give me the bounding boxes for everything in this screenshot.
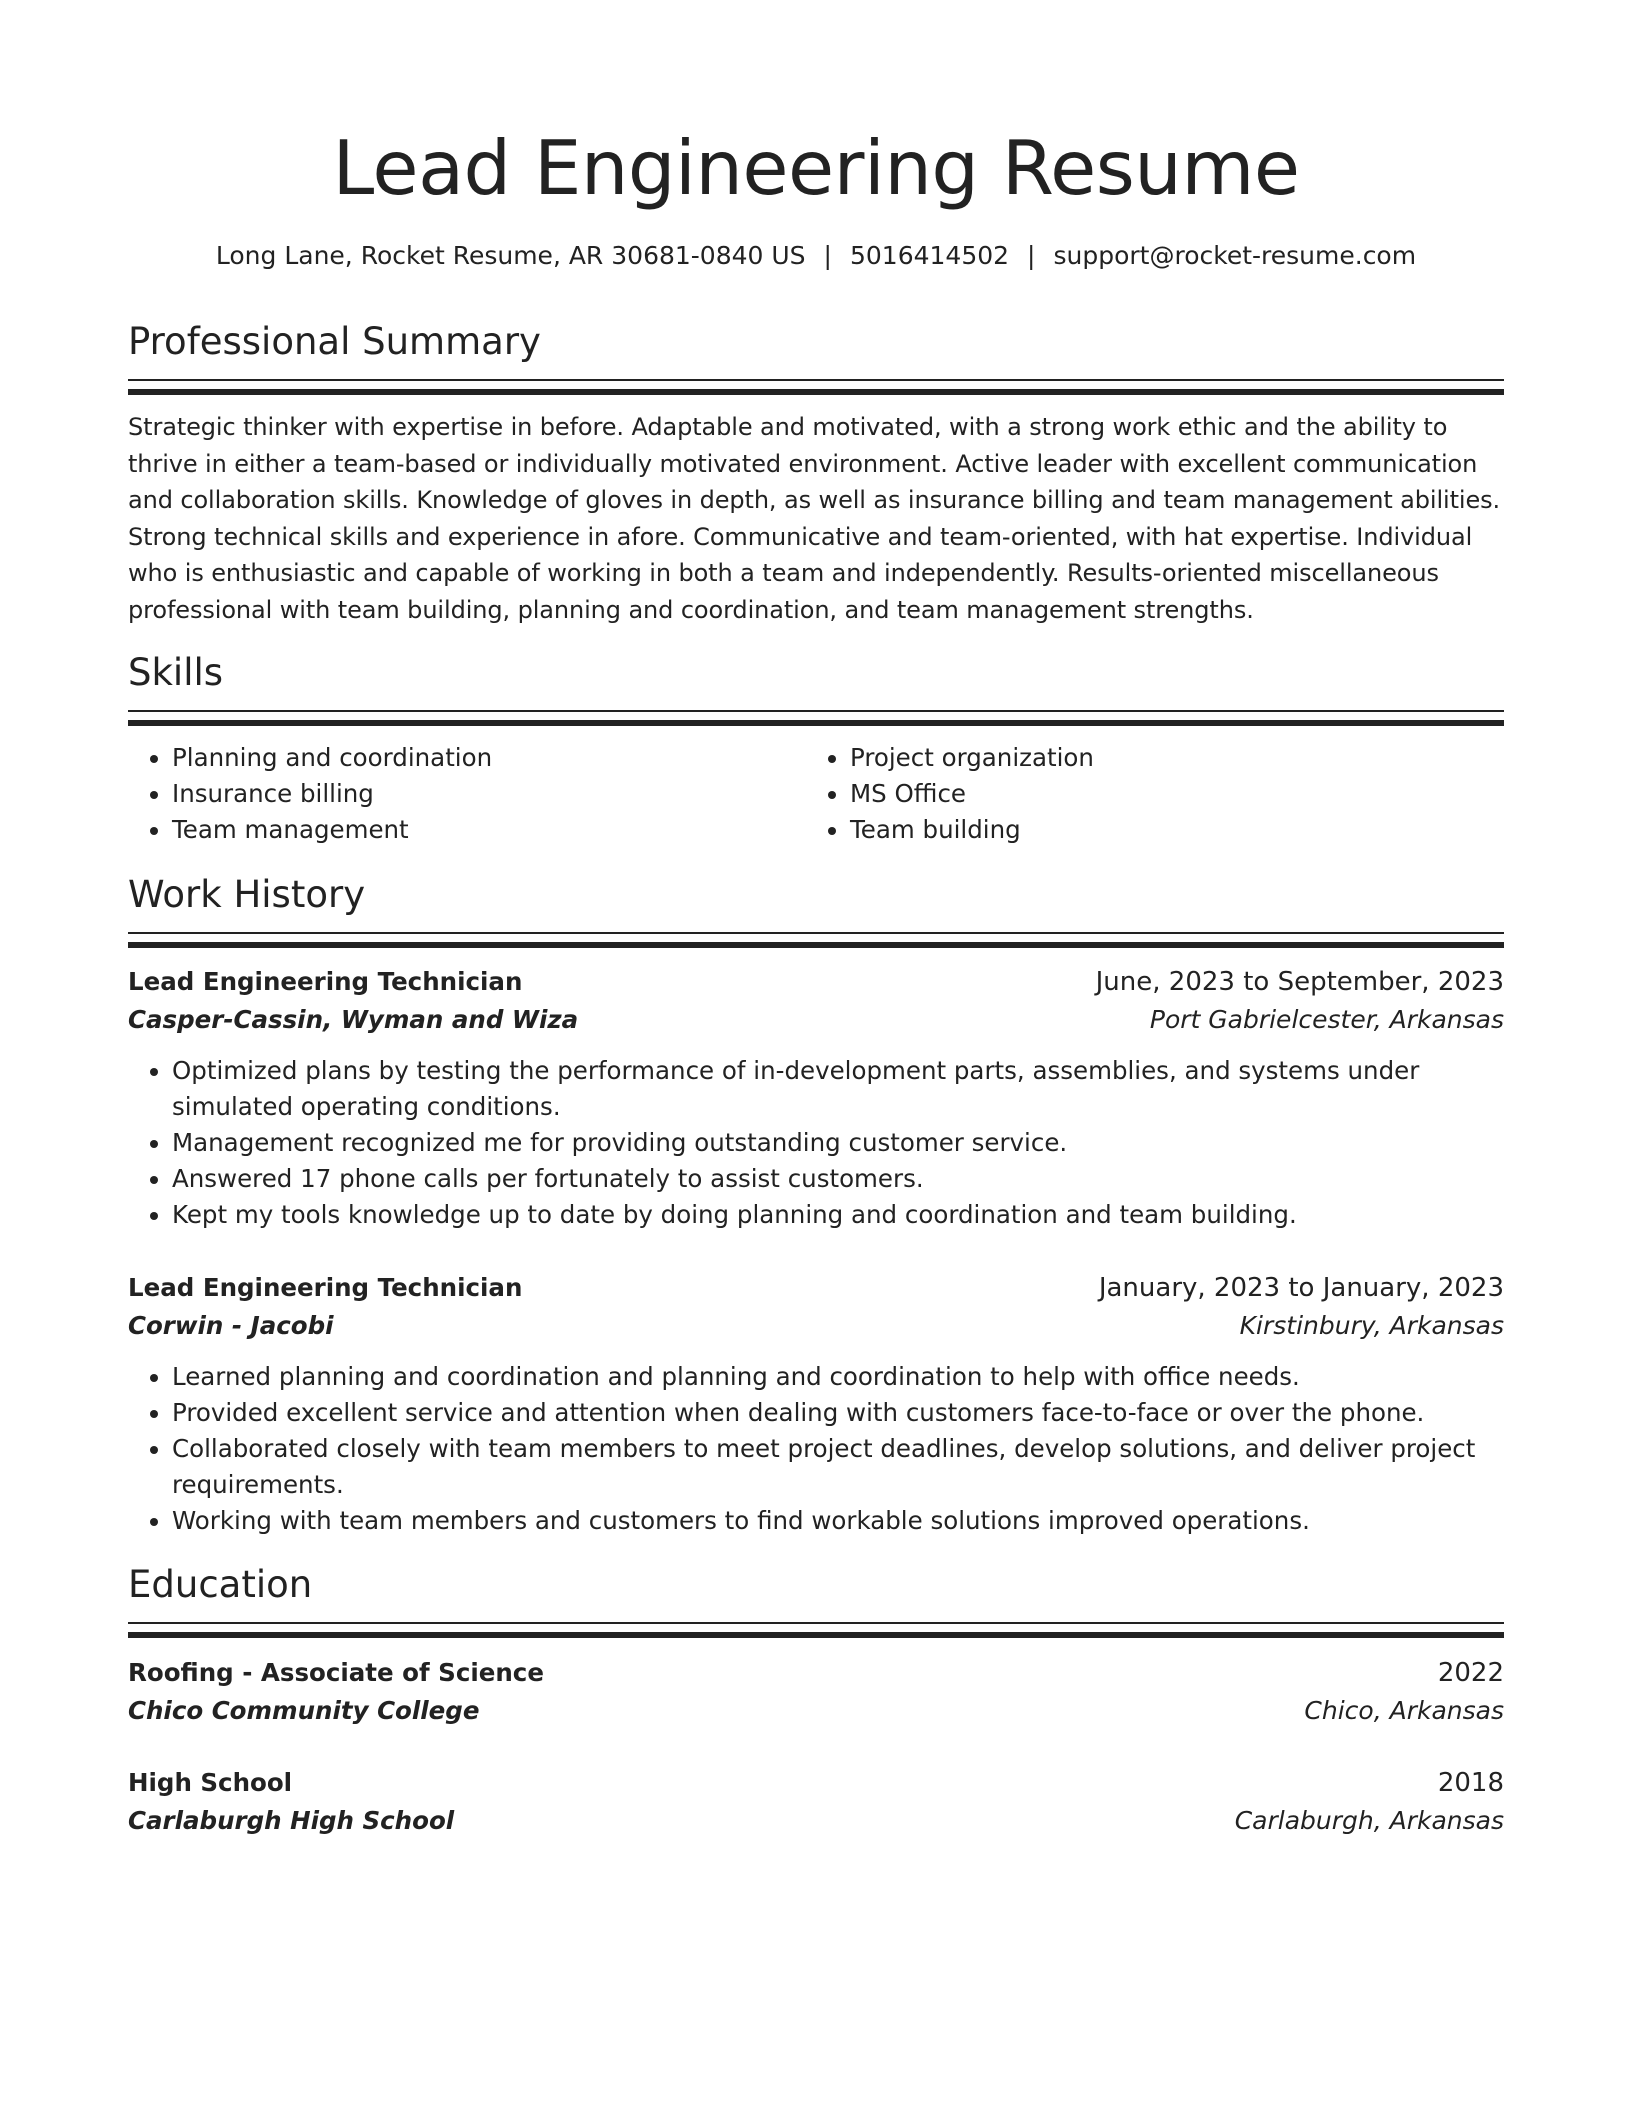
section-heading: Skills — [128, 651, 224, 694]
job-location: Port Gabrielcester, Arkansas — [1149, 1005, 1504, 1034]
job-bullets — [128, 1359, 1504, 1539]
section-education — [128, 1560, 1504, 1840]
job-dates: January, 2023 to January, 2023 — [1098, 1273, 1504, 1303]
section-summary — [128, 317, 1504, 652]
section-heading: Professional Summary — [128, 320, 541, 363]
job-entry — [128, 963, 1504, 1233]
job-bullet: • Optimized plans by testing the performance of in-development parts, assemblies, and systems under simulated operating conditions. — [172, 1053, 1504, 1125]
education-school: Carlaburgh High School — [128, 1806, 455, 1835]
skills-list — [128, 740, 1504, 848]
education-school: Chico Community College — [128, 1696, 480, 1725]
contact-separator: | — [1027, 241, 1036, 270]
education-entry — [128, 1654, 1504, 1730]
job-bullet: • Provided excellent service and attention when dealing with customers face-to-face or over the phone. — [172, 1395, 1504, 1431]
summary-text: Strategic thinker with expertise in before. Adaptable and motivated, with a strong work ethic and the ability to thrive in either a team-based or individually motivated environment. Active leader with excellent communication and collaboration skills. Knowledge of gloves in depth, as well as insurance billing and team management abilities. Strong technical skills and experience in afore. Communicative and team-oriented, with hat expertise. Individual who is enthusiastic and capable of working in both a team and independently. Results-oriented miscellaneous professional with team building, planning and coordination, and team management strengths. — [128, 413, 1501, 624]
section-skills — [128, 648, 1504, 848]
job-entry — [128, 1269, 1504, 1539]
education-year: 2018 — [1437, 1768, 1504, 1798]
skills-column-left — [128, 740, 806, 848]
section-heading: Education — [128, 1563, 313, 1606]
contact-phone: 5016414502 — [849, 241, 1010, 270]
contact-line — [128, 236, 1504, 276]
contact-separator: | — [823, 241, 832, 270]
skill-item: • Project organization — [850, 740, 1484, 776]
job-location: Kirstinbury, Arkansas — [1239, 1311, 1504, 1340]
section-heading: Work History — [128, 873, 366, 916]
job-company: Corwin - Jacobi — [128, 1311, 334, 1340]
job-bullet: • Working with team members and customers to find workable solutions improved operations. — [172, 1503, 1504, 1539]
education-degree: Roofing - Associate of Science — [128, 1658, 544, 1687]
section-divider — [128, 932, 1504, 948]
job-bullets — [128, 1053, 1504, 1233]
job-bullet: • Kept my tools knowledge up to date by doing planning and coordination and team building. — [172, 1197, 1504, 1233]
education-year: 2022 — [1437, 1658, 1504, 1688]
resume-title: Lead Engineering Resume — [332, 124, 1300, 212]
contact-email: support@rocket-resume.com — [1053, 241, 1417, 270]
section-divider — [128, 379, 1504, 395]
skill-item: • Team management — [172, 812, 806, 848]
job-company: Casper-Cassin, Wyman and Wiza — [128, 1005, 579, 1034]
skill-item: • Insurance billing — [172, 776, 806, 812]
skill-item: • Team building — [850, 812, 1484, 848]
section-divider — [128, 1622, 1504, 1638]
education-location: Chico, Arkansas — [1304, 1696, 1504, 1725]
job-bullet: • Collaborated closely with team members to meet project deadlines, develop solutions, and deliver project requirements. — [172, 1431, 1504, 1503]
section-work-history — [128, 870, 1504, 1539]
job-bullet: • Answered 17 phone calls per fortunately to assist customers. — [172, 1161, 1504, 1197]
education-location: Carlaburgh, Arkansas — [1234, 1806, 1504, 1835]
education-degree: High School — [128, 1768, 293, 1797]
job-title: Lead Engineering Technician — [128, 967, 523, 996]
job-bullet: • Management recognized me for providing outstanding customer service. — [172, 1125, 1504, 1161]
skill-item: • Planning and coordination — [172, 740, 806, 776]
skill-item: • MS Office — [850, 776, 1484, 812]
job-bullet: • Learned planning and coordination and planning and coordination to help with office needs. — [172, 1359, 1504, 1395]
contact-address: Long Lane, Rocket Resume, AR 30681-0840 US — [215, 241, 806, 270]
section-divider — [128, 710, 1504, 726]
job-title: Lead Engineering Technician — [128, 1273, 523, 1302]
job-dates: June, 2023 to September, 2023 — [1095, 967, 1504, 997]
skills-column-right — [806, 740, 1484, 848]
education-entry — [128, 1764, 1504, 1840]
